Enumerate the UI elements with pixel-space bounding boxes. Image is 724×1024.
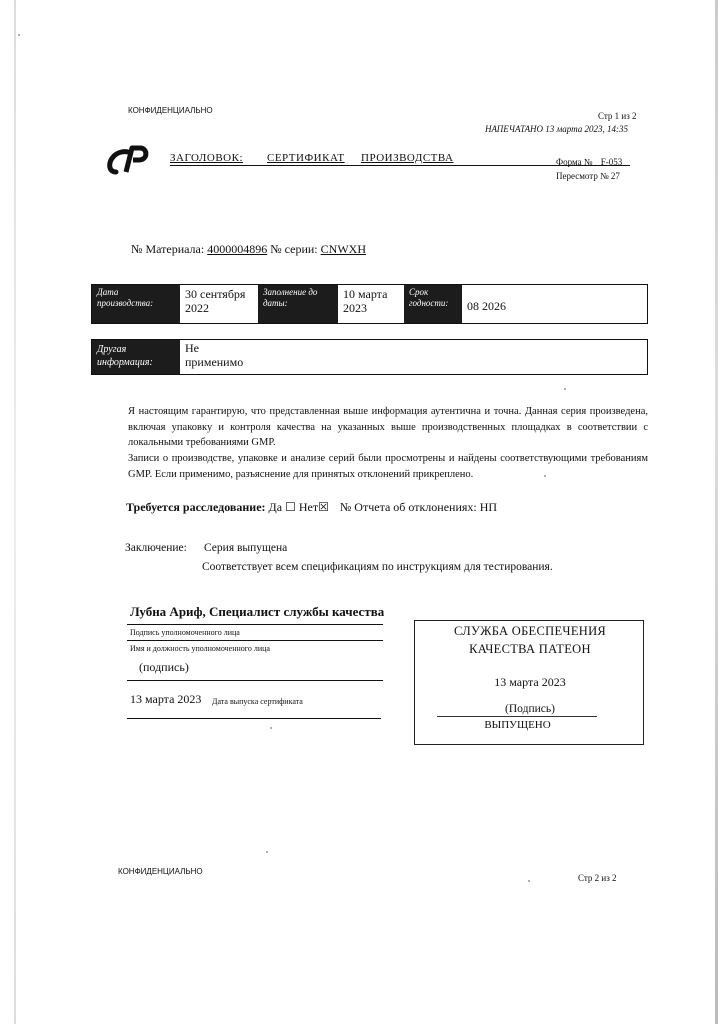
expiry-label: Срок годности: <box>404 285 462 323</box>
no-checkbox: ☒ <box>318 500 329 514</box>
deviation-report: № Отчета об отклонениях: НП <box>339 500 498 514</box>
qa-stamp <box>414 620 644 745</box>
scan-edge <box>14 0 16 1024</box>
guarantee-paragraph: Я настоящим гарантирую, что представленная выше информация аутентична и точна. Данная серия произведена, включая упаковку и контроля качества на указанных выше производственных площадках в соответствии с локальными требованиями GMP. <box>128 406 648 448</box>
form-label: Форма № <box>556 157 593 167</box>
confidential-top: КОНФИДЕНЦИАЛЬНО <box>128 106 213 115</box>
title-label: ЗАГОЛОВОК: <box>170 152 244 164</box>
release-date-caption: Дата выпуска сертификата <box>212 697 303 706</box>
scan-speck <box>528 880 530 882</box>
stamp-date: 13 марта 2023 <box>494 675 566 689</box>
conclusion-label: Заключение: <box>125 542 187 554</box>
title-word-certificate: СЕРТИФИКАТ <box>267 152 345 164</box>
conclusion-line2: Соответствует всем спецификациям по инструкциям для тестирования. <box>202 561 553 573</box>
release-date: 13 марта 2023 <box>130 692 202 706</box>
yes-checkbox: ☐ <box>285 500 296 514</box>
name-line <box>127 640 383 641</box>
footer-page-number: Стр 2 из 2 <box>578 873 617 883</box>
stamp-sign-line <box>437 716 597 717</box>
page-number: Стр 1 из 2 <box>598 111 637 121</box>
other-info-value: Не применимо <box>185 341 244 369</box>
scan-speck <box>270 727 272 729</box>
fill-date-value: 10 марта 2023 <box>343 287 388 315</box>
material-number: 4000004896 <box>207 242 268 256</box>
stamp-line1: СЛУЖБА ОБЕСПЕЧЕНИЯ <box>453 624 607 638</box>
name-caption: Имя и должность уполномоченного лица <box>130 644 270 653</box>
confidential-bottom: КОНФИДЕНЦИАЛЬНО <box>118 867 203 876</box>
investigation-line <box>126 500 497 515</box>
batch-label: № серии: <box>270 242 318 256</box>
scan-speck <box>544 475 546 477</box>
signature-line <box>127 624 383 625</box>
stamp-status: ВЫПУЩЕНО <box>484 719 551 731</box>
batch-number: CNWXH <box>320 242 366 256</box>
printed-timestamp: НАПЕЧАТАНО 13 марта 2023, 14:35 <box>485 124 629 134</box>
revision: Пересмотр № 27 <box>556 171 620 181</box>
signature-caption: Подпись уполномоченного лица <box>130 628 240 637</box>
signature-placeholder: (подпись) <box>139 660 189 674</box>
expiry-value: 08 2026 <box>467 299 506 313</box>
form-value: F-053 <box>600 157 623 167</box>
material-line <box>131 242 366 257</box>
no-label: Нет <box>298 500 319 514</box>
mfg-date-label: Дата производства: <box>92 285 180 323</box>
signer-name: Лубна Ариф, Специалист службы качества <box>130 604 385 619</box>
dates-table <box>91 284 648 324</box>
scan-speck <box>18 34 20 36</box>
mfg-date-value: 30 сентября 2022 <box>185 287 246 315</box>
fill-date-label: Заполнение до даты: <box>258 285 338 323</box>
material-label: № Материала: <box>131 242 205 256</box>
stamp-line2: КАЧЕСТВА ПАТЕОН <box>469 642 591 656</box>
other-info-table <box>91 339 648 375</box>
scan-speck <box>564 388 566 390</box>
conclusion-line1: Серия выпущена <box>204 542 288 554</box>
stamp-sign: (Подпись) <box>505 703 555 715</box>
form-number <box>556 157 622 167</box>
scan-speck <box>266 851 268 853</box>
scan-edge <box>715 0 718 1024</box>
investigation-label: Требуется расследование: <box>126 500 266 514</box>
title-word-production: ПРОИЗВОДСТВА <box>361 152 454 164</box>
sig-bottom-line <box>127 680 383 681</box>
records-paragraph: Записи о производстве, упаковке и анализе серий были просмотрены и найдены соответствующими требованиям GMP. Если применимо, разъяснение для принятых отклонений прикреплено. <box>128 453 648 480</box>
company-logo <box>106 142 150 176</box>
yes-label: Да <box>268 500 283 514</box>
other-info-label: Другая информация: <box>92 340 180 374</box>
date-line <box>127 718 381 719</box>
